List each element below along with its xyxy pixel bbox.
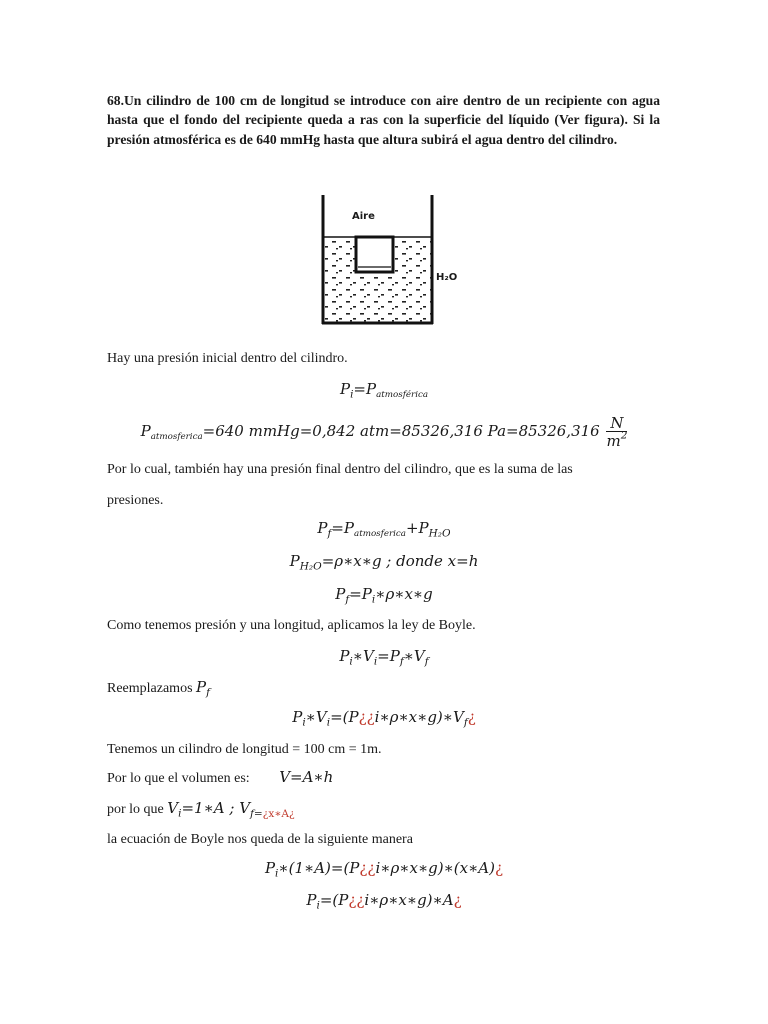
paragraph-final-pressure-line1: Por lo cual, también hay una presión final dentro del cilindro, que es la suma de las (107, 462, 573, 477)
paragraph-volumes: por lo que $V_i=1∗A$ ; $V_{f=¿x∗A¿}$ (107, 799, 295, 820)
equation-boyle-replaced: $P_i∗V_i=(P¿¿i∗\rho∗x∗g)∗V_f¿$ (292, 708, 476, 729)
inline-volume-equation: V=A∗h (279, 768, 334, 786)
inline-pf: $P_f$ (196, 678, 211, 699)
paragraph-final-pressure-line2: presiones. (107, 493, 164, 508)
paragraph-cylinder-length: Tenemos un cilindro de longitud = 100 cm = 1m. (107, 742, 382, 757)
paragraph-boyle-law: Como tenemos presión y una longitud, aplicamos la ley de Boyle. (107, 618, 476, 633)
equation-atmospheric-pressure: $P_{atmosferica}=640$ mmHg=0,842 atm=85326,316 Pa=85326,316 $\frac{N}{m^2}$ (140, 413, 628, 450)
water-label: H₂O (436, 272, 458, 283)
equation-boyle-simplified: $P_i=(P¿¿i∗\rho∗x∗g)∗A¿$ (306, 891, 462, 912)
equation-boyle: $P_i∗V_i=P_f∗V_f$ (339, 647, 429, 668)
paragraph-volume: Por lo que el volumen es: V=A∗h (107, 768, 334, 786)
equation-initial-pressure: $P_i=P_{atmosférica}$ (339, 380, 429, 401)
paragraph-replace: Reemplazamos $P_f$ (107, 678, 211, 699)
fraction-n-over-m2: $\frac{N}{m^2}$ (606, 413, 628, 450)
cylinder-container-figure (316, 190, 466, 332)
air-label: Aire (352, 211, 375, 222)
equation-final-pressure: $P_f=P_{atmosferica}+P_{H_2O}$ (317, 519, 451, 540)
equation-water-pressure: $P_{H_2O}=\rho∗x∗g$ ; donde x=h (289, 552, 479, 573)
paragraph-boyle-result: la ecuación de Boyle nos queda de la siguiente manera (107, 832, 413, 847)
paragraph-initial-pressure: Hay una presión inicial dentro del cilindro. (107, 351, 348, 366)
equation-pf-expanded: $P_f=P_i∗\rho∗x∗g$ (335, 585, 433, 606)
inline-volumes-equation: $V_i=1∗A$ ; $V_{f=¿x∗A¿}$ (167, 799, 295, 820)
equation-boyle-substituted: $P_i∗(1∗A)=(P¿¿i∗\rho∗x∗g)∗(x∗A)¿$ (264, 859, 504, 880)
problem-statement: 68.Un cilindro de 100 cm de longitud se introduce con aire dentro de un recipiente con agua hasta que el fondo del recipiente queda a ras con la superficie del líquido (Ver figura). Si la presión atmosférica es de 640 mmHg hasta que altura subirá el agua dentro del cilindro. (107, 93, 660, 147)
